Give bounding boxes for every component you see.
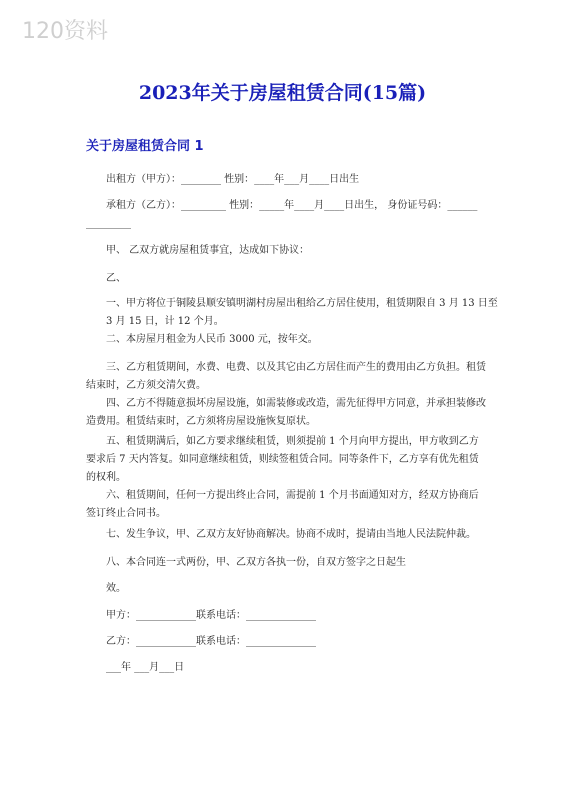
clause-1 [86,295,506,331]
clause-8: 八、本合同连一式两份，甲、乙双方各执一份，自双方签字之日起生 [106,557,406,568]
clause-3-text: 三、乙方租赁期间，水费、电费、以及其它由乙方居住而产生的费用由乙方负担。租赁结束时，乙方须交清欠费。 [86,362,486,391]
document-title: 2023年关于房屋租赁合同(15篇) [138,82,427,104]
clause-5-text: 五、租赁期满后，如乙方要求继续租赁，则须提前 1 个月向甲方提出，甲方收到乙方要求后 7 天内答复。如同意继续租赁，则续签租赁合同。同等条件下，乙方享有优先租赁的权利。 [86,436,479,483]
clause-7: 七、发生争议，甲、乙双方友好协商解决。协商不成时，提请由当地人民法院仲裁。 [106,529,476,540]
clause-5 [86,433,486,487]
clause-8-continued: 效。 [106,583,126,594]
lessor-line: 出租方（甲方）：________ 性别：____年___月____日出生 [106,174,360,185]
clause-3 [86,359,486,395]
clause-4 [86,395,486,431]
party-b-label: 乙、 [106,273,126,284]
agreement-intro: 甲、 乙双方就房屋租赁事宜，达成如下协议： [106,245,310,256]
signature-party-b: 乙方：____________联系电话：______________ [106,636,316,647]
signing-date: ___年 ___月___日 [106,662,185,673]
watermark: 120资料 [22,19,108,44]
lessee-line-continued: _________ [86,218,131,229]
section-title: 关于房屋租赁合同 1 [86,139,204,154]
signature-party-a: 甲方：____________联系电话：______________ [106,610,316,621]
clause-4-text: 四、乙方不得随意损坏房屋设施，如需装修或改造，需先征得甲方同意，并承担装修改造费用。租赁结束时，乙方须将房屋设施恢复原状。 [86,398,486,427]
clause-2: 二、本房屋月租金为人民币 3000 元，按年交。 [106,334,318,345]
lessee-line: 承租方（乙方）：_________ 性别：_____年____月____日出生， 身份证号码：______ [106,200,478,211]
clause-6-text: 六、租赁期间，任何一方提出终止合同，需提前 1 个月书面通知对方，经双方协商后签订终止合同书。 [86,490,479,519]
clause-6 [86,487,486,523]
clause-1-text: 一、甲方将位于铜陵县顺安镇明湖村房屋出租给乙方居住使用，租赁期限自 3 月 13 日至 3 月 15 日，计 12 个月。 [106,298,498,327]
